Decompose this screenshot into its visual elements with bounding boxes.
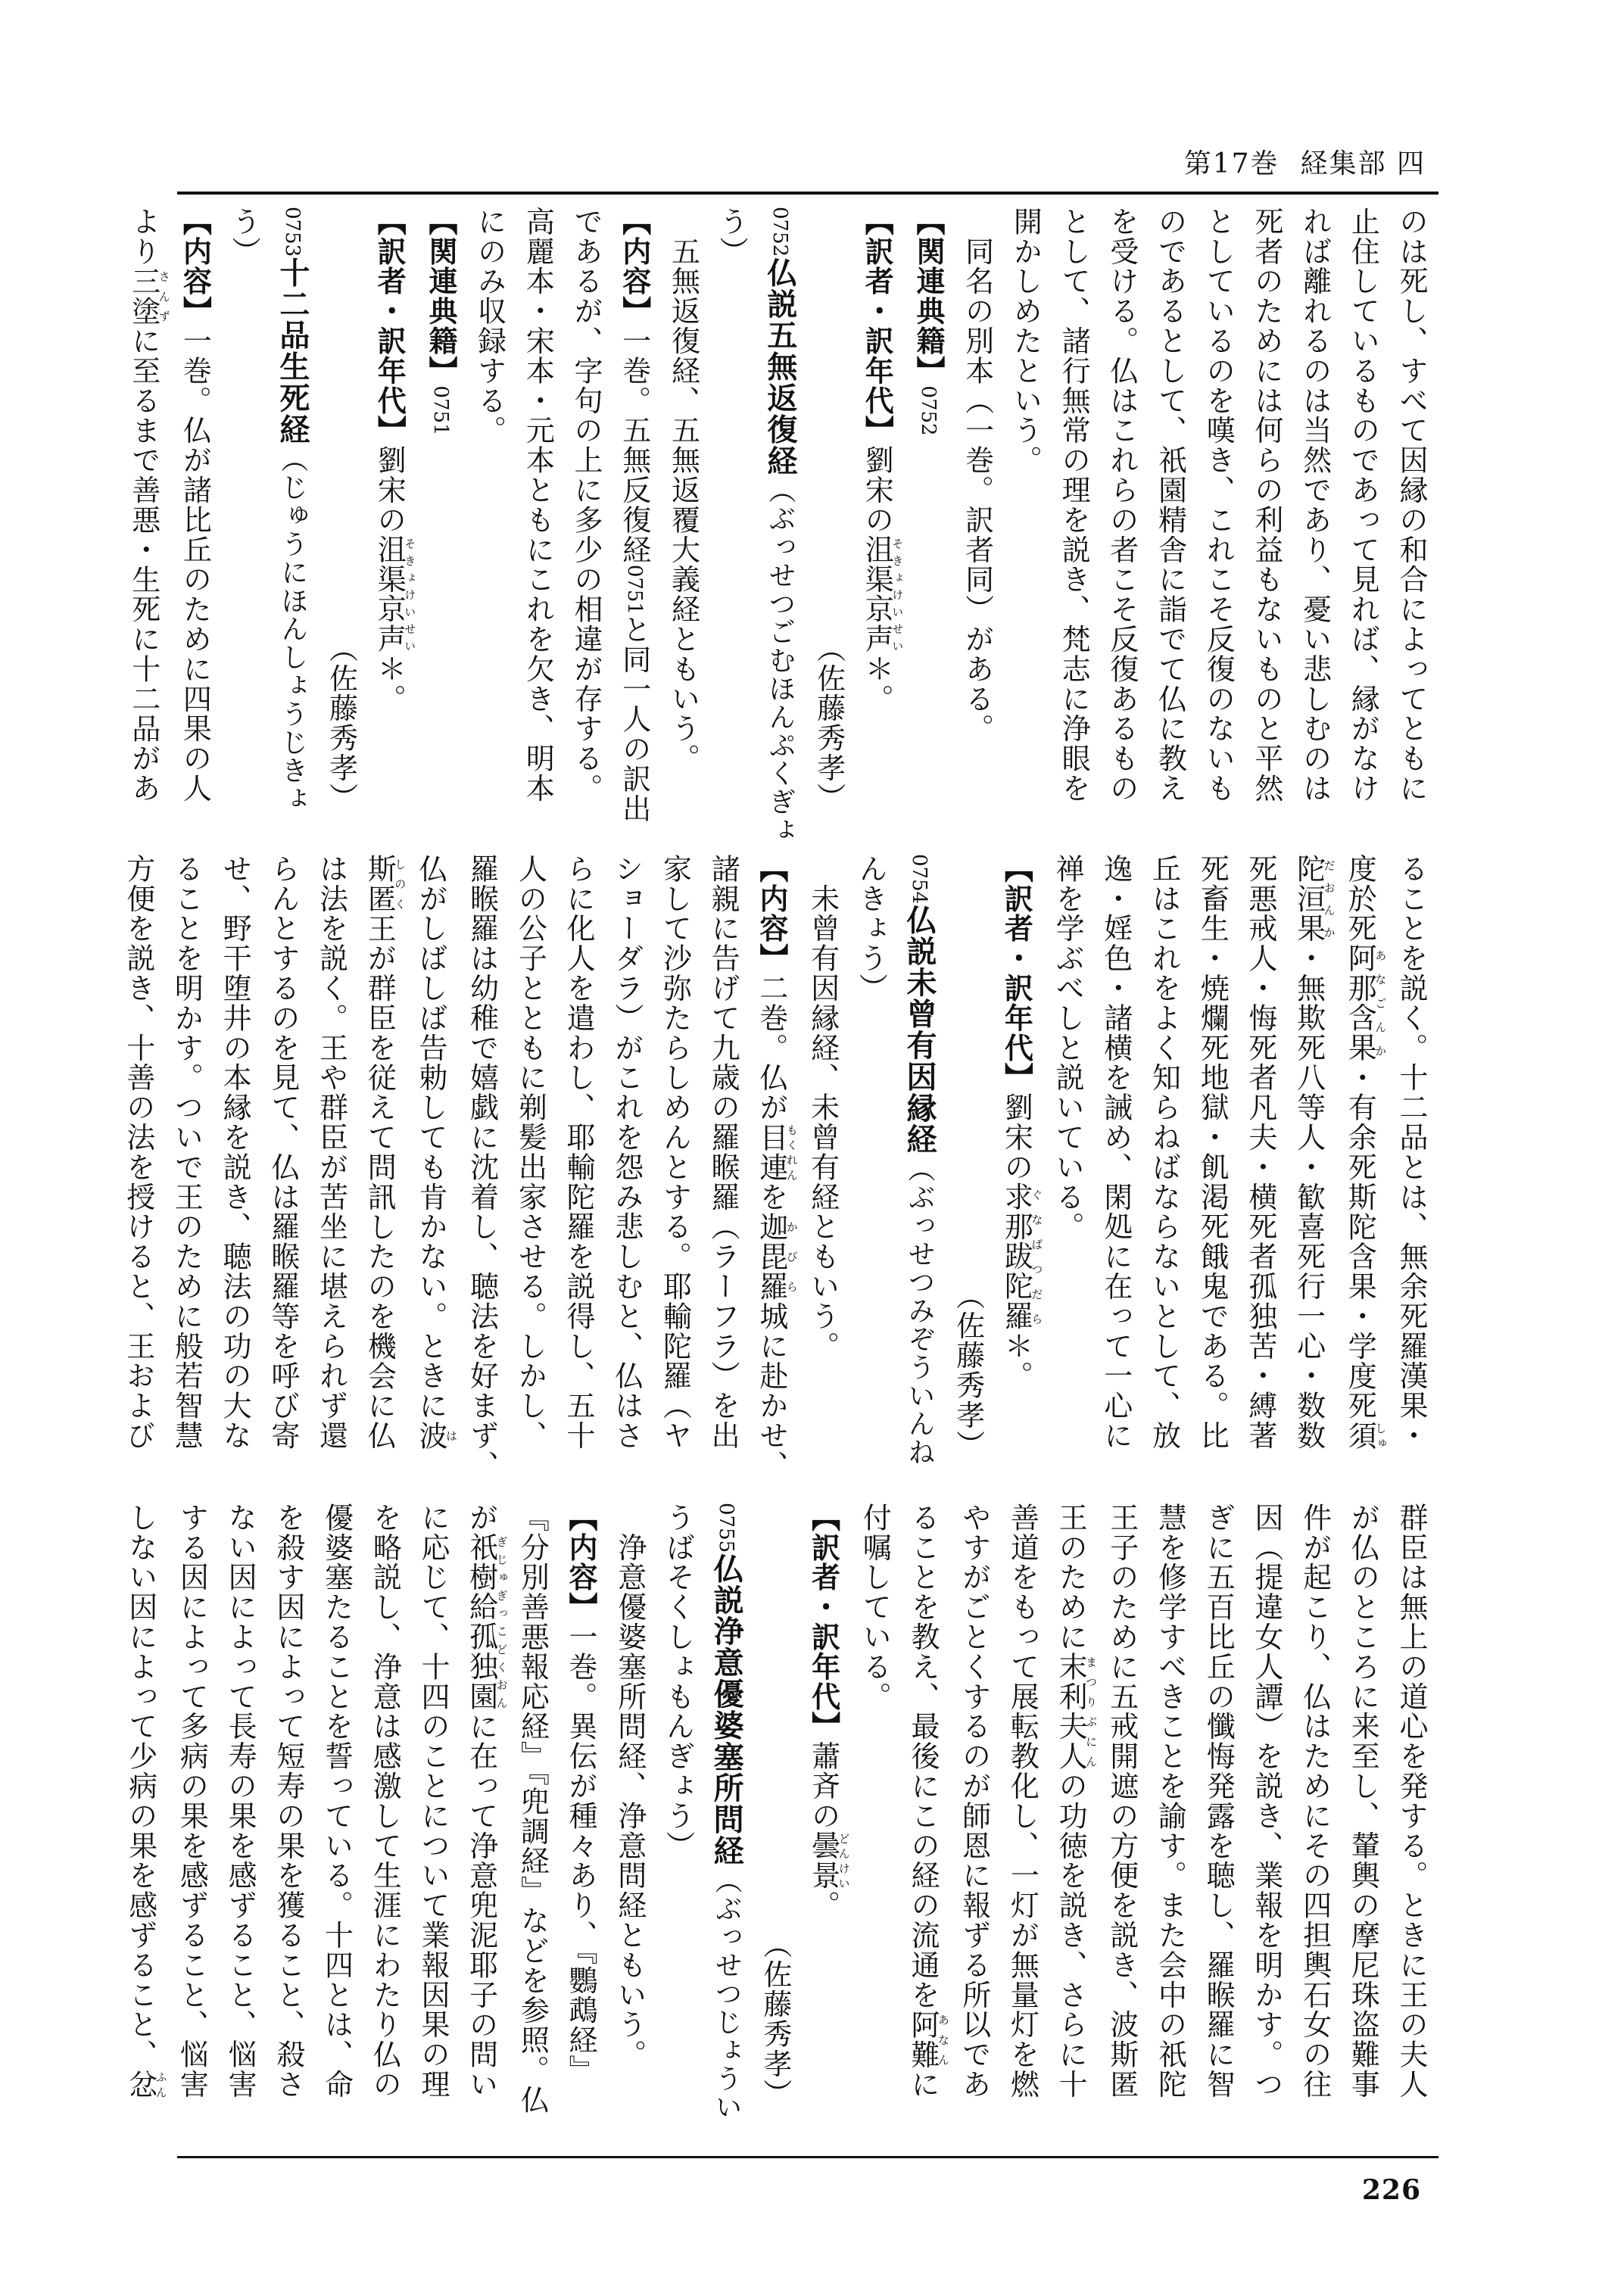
section-label: 【訳者・訳年代】 xyxy=(806,1503,841,1742)
text-segment: ・有余死斯陀含果・学度死 xyxy=(1343,1062,1377,1421)
text-column: 付嘱している。 xyxy=(858,1503,892,1712)
text-column: 人の公子とともに剃髪出家させる。しかし、 xyxy=(513,854,547,1450)
text-column: 開かしめたという。 xyxy=(1008,207,1043,475)
ruby-term xyxy=(126,266,171,326)
entry-title: 仏説未曾有因縁経 xyxy=(901,904,937,1155)
text-column: 件が起こり、仏はためにその四担輿石女の往 xyxy=(1298,1503,1332,2099)
section-label: 【内容】 xyxy=(178,207,213,326)
ruby-base: 忿 xyxy=(123,2069,157,2100)
text-column: ショーダラ）がこれを怨み悲しむと、仏はさ xyxy=(609,854,644,1450)
ruby-reading: ふん xyxy=(154,2069,168,2099)
author-signature: （佐藤秀孝） xyxy=(951,1280,985,1460)
ruby-base: 沮渠京声 xyxy=(372,534,407,655)
text-column: 同名の別本（一巻。訳者同）がある。 xyxy=(960,207,994,744)
text-column: れば離れるのは当然であり、憂い悲しむのは xyxy=(1298,207,1332,803)
section-label: 【訳者・訳年代】 xyxy=(999,854,1034,1093)
entry-number: 0753 xyxy=(280,207,304,257)
ruby-term xyxy=(1343,943,1388,1063)
text-column: 浄意優婆塞所問経、浄意問経ともいう。 xyxy=(613,1503,647,2070)
text-column: 『分別善悪報応経』『兜調経』などを参照。仏 xyxy=(516,1503,550,2115)
text-column xyxy=(1046,1503,1097,2108)
ruby-base: 迦毘羅 xyxy=(754,1211,788,1302)
text-segment: 一巻。五無反復経 xyxy=(617,326,651,565)
text-column: を略説し、浄意は感激して生涯にわたり仏の xyxy=(368,1503,402,2099)
ruby-term xyxy=(372,534,417,655)
text-column: を受ける。仏はこれらの者こそ反復あるもの xyxy=(1105,207,1139,803)
ruby-reading: さんず xyxy=(157,266,171,326)
text-column: ることを明かす。ついで王のために般若智慧 xyxy=(170,854,204,1450)
text-segment: ・無欺死八等人・歓喜死行一心・数数 xyxy=(1292,943,1326,1451)
text-column: する因によって多病の果を感ずること、悩害 xyxy=(175,1503,209,2099)
ruby-term xyxy=(860,534,905,655)
text-column: んきょう） xyxy=(854,854,888,1003)
text-segment: 王のために xyxy=(1054,1503,1088,1652)
text-column: 高麗本・宋本・元本ともにこれを欠き、明本 xyxy=(521,207,555,803)
text-segment: より xyxy=(126,207,161,266)
ruby-base: 阿那含果 xyxy=(1343,943,1377,1063)
reference-number: 0751 xyxy=(429,385,452,436)
text-column: 王子のために五戒開遮の方便を説き、波斯匿 xyxy=(1105,1503,1139,2099)
text-column: であるが、字句の上に多少の相違が存する。 xyxy=(569,207,603,803)
text-column: 善道をもって展転教化し、一灯が無量灯を燃 xyxy=(1005,1503,1040,2099)
text-column: 羅睺羅は幼稚で嬉戯に沈着し、聴法を好まず、 xyxy=(465,854,499,1481)
text-column: としているのを嘆き、これこそ反復のないも xyxy=(1202,207,1236,803)
entry-reading: （ぶっせつじょうい xyxy=(711,1866,743,2121)
text-column: ない因によって長寿の果を感ずること、悩害 xyxy=(223,1503,257,2099)
ruby-reading: ぎじゅぎっこどくおん xyxy=(494,1532,509,1712)
text-column xyxy=(992,854,1043,1460)
text-column: 群臣は無上の道心を発する。ときに王の夫人 xyxy=(1395,1503,1428,2099)
ruby-base: 三塗 xyxy=(126,266,161,326)
ruby-term xyxy=(999,1182,1044,1332)
footer-rule xyxy=(177,2156,1439,2158)
text-column xyxy=(799,1503,850,2108)
ruby-base: 陀洹果 xyxy=(1292,854,1326,944)
text-column: を殺す因によって短寿の果を獲ること、殺さ xyxy=(271,1503,305,2099)
text-column: 慧を修学すべきことを諭す。また会中の祇陀 xyxy=(1153,1503,1187,2099)
text-column xyxy=(1284,854,1336,1460)
text-column xyxy=(747,854,799,1481)
ruby-reading: かびら xyxy=(784,1211,799,1302)
entry-heading xyxy=(267,207,316,812)
ruby-reading: まつりぶにん xyxy=(1084,1652,1099,1771)
text-column: が仏のところに来至し、輦輿の摩尼珠盗難事 xyxy=(1346,1503,1380,2099)
section-label: 【関連典籍】 xyxy=(423,207,458,386)
page-number: 226 xyxy=(1361,2174,1421,2206)
text-column: 方便を説き、十善の法を授けると、王および xyxy=(121,854,155,1450)
text-segment: ＊。 xyxy=(372,654,407,714)
text-column: ぎに五百比丘の懺悔発露を聴し、羅睺羅に智 xyxy=(1202,1503,1236,2099)
text-column: ることを説く。十二品とは、無余死羅漢果・ xyxy=(1395,854,1428,1450)
text-column xyxy=(903,207,952,812)
entry-reading: （じゅうにほんしょうじきょ xyxy=(276,444,308,813)
text-column: 死畜生・焼爛死地獄・飢渇死餓鬼である。比 xyxy=(1195,854,1230,1450)
text-column: のであるとして、祇園精舎に詣でて仏に教え xyxy=(1153,207,1187,803)
text-segment: を xyxy=(754,1182,788,1212)
text-column: 優婆塞たることを誓っている。十四とは、命 xyxy=(320,1503,354,2099)
text-column: は法を説く。王や群臣が苦坐に堪えられず還 xyxy=(314,854,348,1450)
entry-number: 0754 xyxy=(907,854,930,905)
text-segment: 仏がしばしば告勅しても肯かない。ときに xyxy=(413,854,447,1421)
text-tier-bottom xyxy=(123,1503,1435,2121)
text-column: 死悪戒人・悔死者凡夫・横死者孤独苦・縛著 xyxy=(1243,854,1277,1450)
ruby-term xyxy=(806,1830,851,1891)
ruby-base: 沮渠京声 xyxy=(860,534,894,655)
text-column: 五無返復経、五無返覆大義経ともいう。 xyxy=(666,207,700,774)
text-segment: 王が群臣を従えて問訊したのを機会に仏 xyxy=(363,913,397,1451)
text-column: らんとするのを見て、仏は羅睺羅等を呼び寄 xyxy=(266,854,300,1450)
text-column xyxy=(119,207,170,812)
text-column: う） xyxy=(227,207,261,266)
ruby-base: 祇樹給孤独園 xyxy=(464,1532,498,1712)
section-label: 【内容】 xyxy=(754,854,789,974)
text-column: に応じて、十四のことについて業報因果の理 xyxy=(416,1503,450,2099)
ruby-reading: そきょけいせい xyxy=(890,534,905,654)
ruby-reading: だおんか xyxy=(1322,854,1336,944)
text-column xyxy=(609,207,659,824)
text-column: 因（提違女人譚）を説き、業報を明かす。つ xyxy=(1249,1503,1283,2099)
ruby-base: 波 xyxy=(413,1420,447,1451)
ruby-term xyxy=(1054,1652,1099,1771)
text-segment: の功徳を説き、さらに十 xyxy=(1054,1771,1088,2100)
ruby-base: 須 xyxy=(1343,1420,1377,1451)
text-column: やすがごとくするのが師恩に報ずる所以であ xyxy=(957,1503,991,2099)
text-column xyxy=(457,1503,508,2108)
text-column: 止住しているものであって見れば、縁がなけ xyxy=(1346,207,1380,803)
section-label: 【関連典籍】 xyxy=(911,207,946,386)
text-segment: 。 xyxy=(806,1890,840,1921)
text-column: 諸親に告げて九歳の羅睺羅（ラーフラ）を出 xyxy=(706,854,740,1450)
text-column: として、諸行無常の理を説き、梵志に浄眼を xyxy=(1057,207,1091,803)
text-segment: と同一人の訳出 xyxy=(617,614,651,824)
text-segment: 一巻。仏が諸比丘のために四果の人 xyxy=(178,326,212,804)
ruby-term xyxy=(754,1122,799,1182)
entry-reading: （ぶっせつごむほんぷくぎょ xyxy=(764,475,796,845)
section-label: 【訳者・訳年代】 xyxy=(372,207,407,446)
reference-number: 0751 xyxy=(622,564,646,615)
text-column xyxy=(170,207,220,812)
ruby-term xyxy=(413,1420,458,1451)
text-column xyxy=(898,1503,949,2108)
text-segment: ることを教え、最後にこの経の流通を xyxy=(906,1503,940,2010)
text-column xyxy=(556,1503,605,2108)
text-column: うばそくしょもんぎょう） xyxy=(661,1503,695,1861)
ruby-term xyxy=(1292,854,1336,944)
ruby-term xyxy=(1343,1420,1388,1451)
section-label: 【訳者・訳年代】 xyxy=(860,207,895,446)
author-signature: （佐藤秀孝） xyxy=(324,633,358,812)
text-segment: に xyxy=(906,2069,940,2100)
text-segment: に至るまで善悪・生死に十二品があ xyxy=(126,326,161,804)
text-column: にのみ収録する。 xyxy=(472,207,507,446)
ruby-reading: もくれん xyxy=(784,1122,799,1182)
ruby-reading: ぐなばつだら xyxy=(1030,1182,1044,1332)
text-column xyxy=(1336,854,1387,1460)
ruby-term xyxy=(754,1211,799,1302)
ruby-base: 末利夫人 xyxy=(1054,1652,1088,1771)
section-label: 【内容】 xyxy=(564,1503,599,1622)
text-segment: 劉宋の xyxy=(860,445,894,535)
text-column xyxy=(416,207,465,812)
text-column xyxy=(116,1503,167,2108)
ruby-term xyxy=(363,854,407,914)
ruby-term xyxy=(464,1532,509,1712)
text-column: 家して沙弥たらしめんとする。耶輸陀羅（ヤ xyxy=(658,854,692,1450)
ruby-reading: どんけい xyxy=(837,1830,851,1891)
ruby-reading: しゅ xyxy=(1373,1420,1388,1451)
ruby-reading: そきょけいせい xyxy=(403,534,417,654)
text-column: 逸・婬色・諸横を誡め、閑処に在って一心に xyxy=(1099,854,1133,1450)
author-signature: （佐藤秀孝） xyxy=(812,633,846,812)
text-segment: ＊。 xyxy=(860,654,894,714)
text-segment: が xyxy=(464,1503,498,1533)
header-rule xyxy=(177,192,1439,195)
ruby-term xyxy=(123,2069,168,2100)
text-segment: 度於死 xyxy=(1343,854,1377,944)
entry-heading xyxy=(755,207,804,845)
ruby-reading: は xyxy=(444,1420,458,1451)
entry-title: 十二品生死経 xyxy=(274,257,310,445)
ruby-base: 阿難 xyxy=(906,2009,940,2070)
text-column: う） xyxy=(715,207,749,266)
entry-reading: （ぶっせつみぞういんね xyxy=(903,1154,935,1466)
text-segment: 劉宋の xyxy=(372,445,407,535)
entry-title: 仏説五無返復経 xyxy=(762,257,798,476)
section-label: 経集部 四 xyxy=(1300,148,1426,179)
ruby-base: 目連 xyxy=(754,1122,788,1182)
ruby-reading: あなん xyxy=(936,2009,950,2070)
text-column: せ、野干堕井の本縁を説き、聴法の功の大な xyxy=(218,854,252,1450)
author-signature: （佐藤秀孝） xyxy=(758,1929,792,2108)
ruby-reading: しのく xyxy=(393,854,407,914)
entry-number: 0752 xyxy=(768,207,791,257)
text-column: 未曾有因縁経、未曾有経ともいう。 xyxy=(806,854,840,1361)
volume-label: 第17巻 xyxy=(1183,148,1280,179)
reference-number: 0752 xyxy=(916,385,940,436)
text-segment: に在って浄意兜泥耶子の問い xyxy=(464,1711,498,2100)
text-segment: 二巻。仏が xyxy=(754,973,788,1123)
text-tier-top xyxy=(126,207,1435,845)
text-column xyxy=(406,854,457,1460)
text-tier-middle xyxy=(121,854,1435,1481)
text-column xyxy=(365,207,416,812)
entry-heading xyxy=(701,1503,750,2121)
text-segment: ＊。 xyxy=(999,1331,1033,1391)
text-column xyxy=(853,207,904,812)
ruby-base: 曇景 xyxy=(806,1830,840,1891)
text-segment: しない因によって少病の果を感ずること、 xyxy=(123,1503,157,2070)
text-segment: 城に赴かせ、 xyxy=(754,1301,788,1481)
entry-title: 仏説浄意優婆塞所問経 xyxy=(709,1553,745,1867)
text-segment: 一巻。異伝が種々あり、『鸚鵡経』 xyxy=(564,1622,598,2086)
ruby-base: 斯匿 xyxy=(363,854,397,914)
entry-number: 0755 xyxy=(715,1503,738,1553)
text-column: のは死し、すべて因縁の和合によってともに xyxy=(1395,207,1428,803)
text-segment: 蕭斉の xyxy=(806,1741,840,1831)
ruby-term xyxy=(906,2009,950,2070)
text-segment: 劉宋の xyxy=(999,1092,1033,1182)
section-label: 【内容】 xyxy=(617,207,652,326)
running-header xyxy=(1184,142,1426,181)
text-column: らに化人を遣わし、耶輸陀羅を説得し、五十 xyxy=(562,854,596,1450)
ruby-reading: あなごんか xyxy=(1373,943,1388,1063)
ruby-base: 求那跋陀羅 xyxy=(999,1182,1033,1332)
entry-heading xyxy=(894,854,943,1466)
text-column: 丘はこれをよく知らねばならないとして、放 xyxy=(1147,854,1181,1450)
text-column xyxy=(355,854,407,1460)
text-column: 死者のためには何らの利益もないものと平然 xyxy=(1249,207,1283,803)
text-column: 禅を学ぶべしと説いている。 xyxy=(1051,854,1085,1242)
